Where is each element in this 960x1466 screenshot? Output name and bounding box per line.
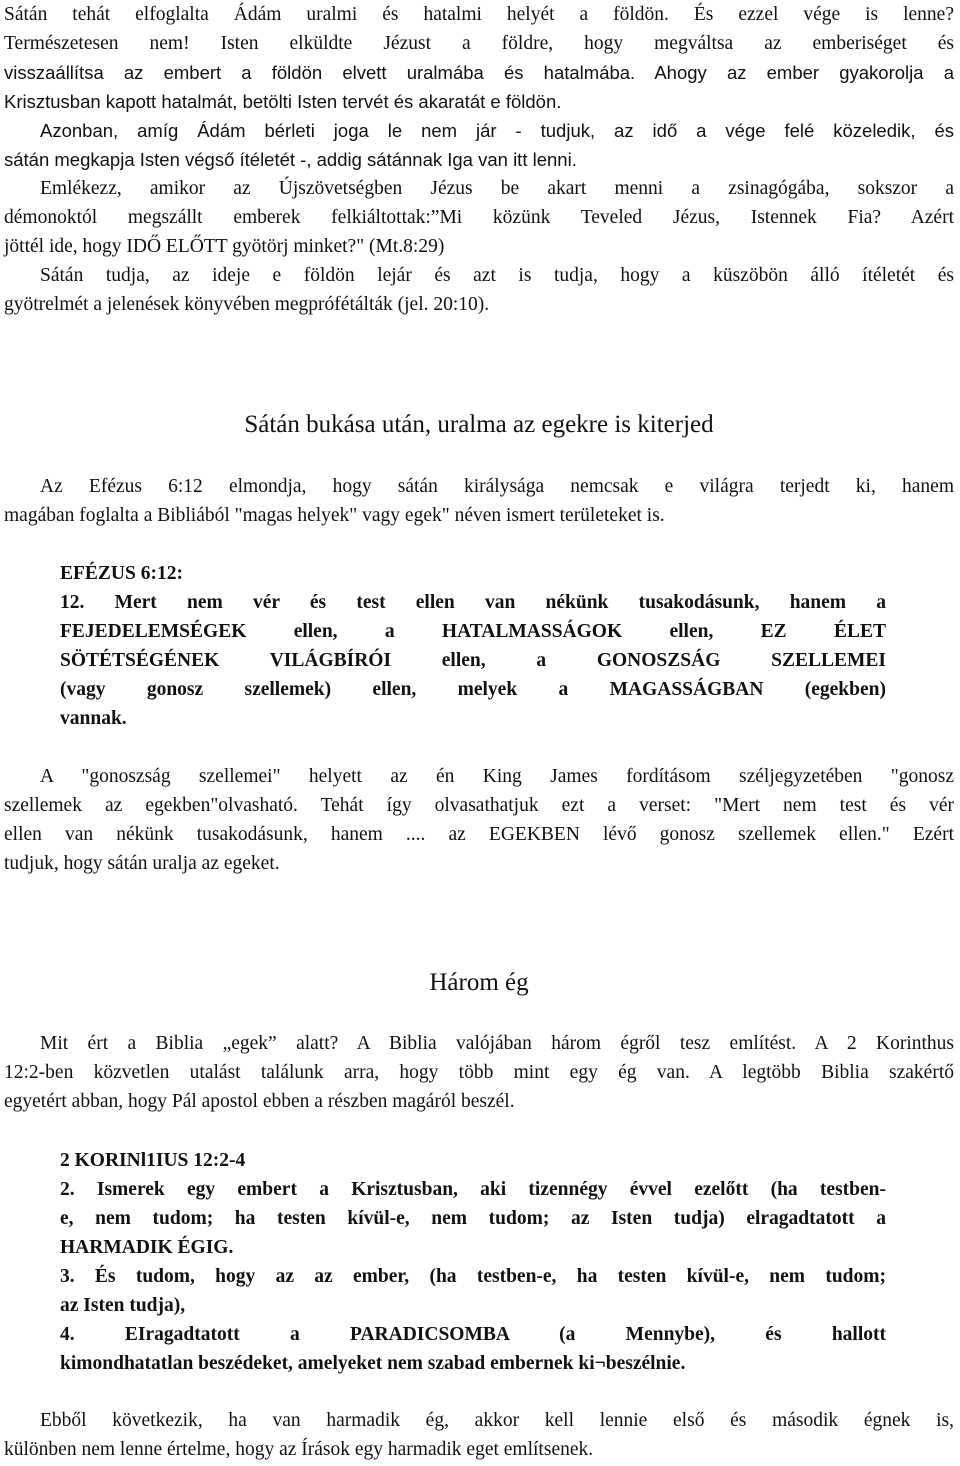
text-line: sátán megkapja Isten végső ítéletét -, addig sátánnak Iga van itt lenni. bbox=[4, 149, 577, 170]
text-line: Ebből következik, ha van harmadik ég, akkor kell lennie első és második égnek is, bbox=[40, 1410, 954, 1431]
scripture-line: 4. EIragadtatott a PARADICSOMBA (a Mennybe), és hallott bbox=[60, 1324, 886, 1345]
text-line: Azonban, amíg Ádám bérleti joga le nem jár - tudjuk, az idő a vége felé közeledik, és bbox=[40, 120, 954, 141]
text-line: visszaállítsa az embert a földön elvett uralmába és hatalmába. Ahogy az ember gyakorolja a bbox=[4, 62, 954, 83]
scripture-line: SÖTÉTSÉGÉNEK VILÁGBÍRÓI ellen, a GONOSZSÁG SZELLEMEI bbox=[60, 650, 886, 671]
scripture-line: FEJEDELEMSÉGEK ellen, a HATALMASSÁGOK ellen, EZ ÉLET bbox=[60, 621, 886, 642]
scripture-line: 2. Ismerek egy embert a Krisztusban, aki tizennégy évvel ezelőtt (ha testben- bbox=[60, 1179, 886, 1200]
scripture-line: vannak. bbox=[60, 708, 127, 729]
text-line: Mit ért a Biblia „egek” alatt? A Biblia valójában három égről tesz említést. A 2 Korinthus bbox=[40, 1033, 954, 1054]
text-line: szellemek az egekben"olvasható. Tehát így olvasathatjuk ezt a verset: "Mert nem test és vér bbox=[4, 795, 954, 816]
text-line: Sátán tehát elfoglalta Ádám uralmi és hatalmi helyét a földön. És ezzel vége is lenne? bbox=[4, 4, 954, 25]
scripture-line: HARMADIK ÉGIG. bbox=[60, 1237, 234, 1258]
section-heading: Sátán bukása után, uralma az egekre is kiterjed bbox=[244, 411, 714, 438]
text-line: 12:2-ben közvetlen utalást találunk arra, hogy több mint egy ég van. A legtöbb Biblia szakértő bbox=[4, 1062, 954, 1083]
scripture-line: kimondhatatlan beszédeket, amelyeket nem szabad embernek ki¬beszélnie. bbox=[60, 1353, 686, 1374]
text-line: egyetért abban, hogy Pál apostol ebben a részben magáról beszél. bbox=[4, 1091, 515, 1112]
text-line: Emlékezz, amikor az Újszövetségben Jézus be akart menni a zsinagógába, sokszor a bbox=[40, 178, 954, 199]
scripture-line: 12. Mert nem vér és test ellen van nékünk tusakodásunk, hanem a bbox=[60, 592, 886, 613]
text-line: démonoktól megszállt emberek felkiáltottak:”Mi közünk Teveled Jézus, Istennek Fia? Azért bbox=[4, 207, 954, 228]
section-heading: Három ég bbox=[429, 969, 529, 996]
text-line: ellen van nékünk tusakodásunk, hanem .... az EGEKBEN lévő gonosz szellemek ellen." Ezért bbox=[4, 824, 954, 845]
text-line: A "gonoszság szellemei" helyett az én King James fordításom széljegyzetében "gonosz bbox=[40, 766, 954, 787]
scripture-line: az Isten tudja), bbox=[60, 1295, 186, 1316]
text-line: különben nem lenne értelme, hogy az Írások egy harmadik eget említsenek. bbox=[4, 1439, 594, 1460]
text-line: Krisztusban kapott hatalmát, betölti Isten tervét és akaratát e földön. bbox=[4, 91, 562, 112]
scripture-reference: 2 KORINl1IUS 12:2-4 bbox=[60, 1150, 246, 1171]
text-line: Természetesen nem! Isten elküldte Jézust a földre, hogy megváltsa az emberiséget és bbox=[4, 33, 954, 54]
text-line: magában foglalta a Bibliából "magas helyek" vagy egek" néven ismert területeket is. bbox=[4, 505, 665, 526]
text-line: Az Efézus 6:12 elmondja, hogy sátán királysága nemcsak e világra terjedt ki, hanem bbox=[40, 476, 954, 497]
scripture-line: 3. És tudom, hogy az az ember, (ha testben-e, ha testen kívül-e, nem tudom; bbox=[60, 1266, 886, 1287]
text-line: Sátán tudja, az ideje e földön lejár és azt is tudja, hogy a küszöbön álló ítéletét és bbox=[40, 265, 954, 286]
text-line: gyötrelmét a jelenések könyvében megprófétálták (jel. 20:10). bbox=[4, 294, 490, 315]
text-line: tudjuk, hogy sátán uralja az egeket. bbox=[4, 853, 280, 874]
text-line: jöttél ide, hogy IDŐ ELŐTT gyötörj minket?" (Mt.8:29) bbox=[4, 236, 445, 257]
scripture-line: e, nem tudom; ha testen kívül-e, nem tudom; az Isten tudja) elragadtatott a bbox=[60, 1208, 886, 1229]
scripture-reference: EFÉZUS 6:12: bbox=[60, 563, 183, 584]
scripture-line: (vagy gonosz szellemek) ellen, melyek a MAGASSÁGBAN (egekben) bbox=[60, 679, 886, 700]
